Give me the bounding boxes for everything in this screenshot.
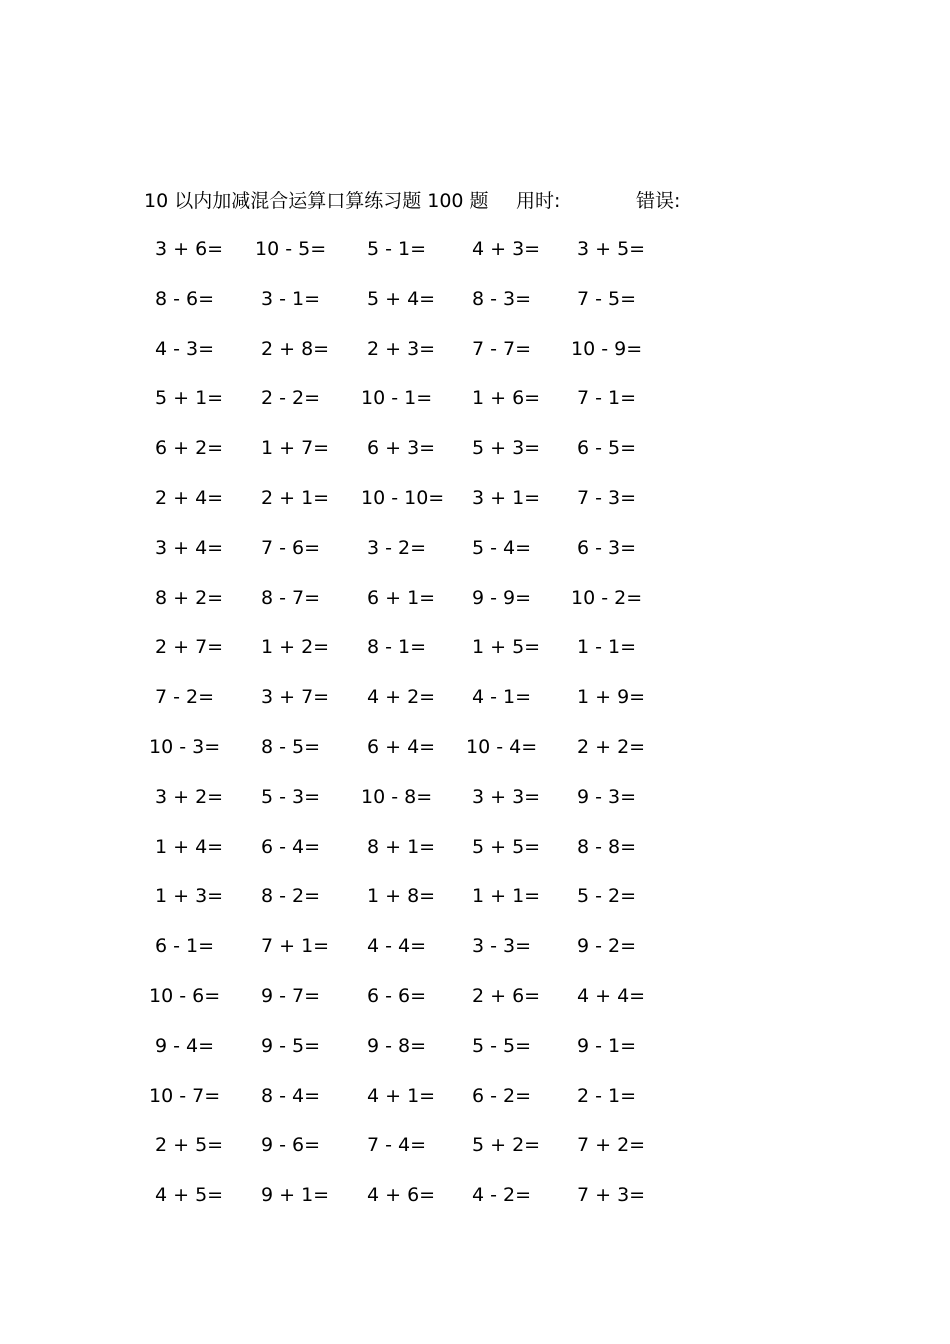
problem-r19-c4: 5 + 2= xyxy=(472,1134,541,1157)
problem-r7-c2: 7 - 6= xyxy=(261,536,321,559)
problem-r8-c4: 9 - 9= xyxy=(472,586,532,609)
problem-r2-c1: 8 - 6= xyxy=(155,287,215,310)
problem-r16-c5: 4 + 4= xyxy=(577,985,646,1007)
problem-r15-c1: 6 - 1= xyxy=(155,935,215,958)
problem-r5-c1: 6 + 2= xyxy=(155,437,224,460)
problem-r2-c3: 5 + 4= xyxy=(367,287,436,310)
problem-r8-c1: 8 + 2= xyxy=(155,586,224,609)
problem-r18-c2: 8 - 4= xyxy=(261,1084,321,1107)
problem-r6-c5: 7 - 3= xyxy=(577,487,637,509)
problem-r6-c2: 2 + 1= xyxy=(261,487,330,509)
problem-r13-c2: 6 - 4= xyxy=(261,835,321,858)
problem-r19-c1: 2 + 5= xyxy=(155,1134,224,1157)
time-label: 用时: xyxy=(516,190,561,212)
problem-r17-c3: 9 - 8= xyxy=(367,1034,427,1057)
problem-r9-c4: 1 + 5= xyxy=(472,636,541,659)
problem-r7-c3: 3 - 2= xyxy=(367,536,427,559)
problem-r19-c5: 7 + 2= xyxy=(577,1134,646,1157)
problem-r5-c3: 6 + 3= xyxy=(367,437,436,460)
problem-r3-c2: 2 + 8= xyxy=(261,337,330,360)
problem-r16-c3: 6 - 6= xyxy=(367,985,427,1007)
problem-r17-c2: 9 - 5= xyxy=(261,1034,321,1057)
problem-r2-c2: 3 - 1= xyxy=(261,287,321,310)
problem-r3-c3: 2 + 3= xyxy=(367,337,436,360)
problem-r10-c5: 1 + 9= xyxy=(577,686,646,709)
problem-r9-c5: 1 - 1= xyxy=(577,636,637,659)
problem-r9-c3: 8 - 1= xyxy=(367,636,427,659)
problem-r12-c2: 5 - 3= xyxy=(261,785,321,808)
problem-r11-c5: 2 + 2= xyxy=(577,736,646,758)
problem-r19-c2: 9 - 6= xyxy=(261,1134,321,1157)
problem-r11-c2: 8 - 5= xyxy=(261,736,321,758)
error-label: 错误: xyxy=(636,190,681,212)
problem-r15-c2: 7 + 1= xyxy=(261,935,330,958)
problem-r15-c5: 9 - 2= xyxy=(577,935,637,958)
problem-r4-c5: 7 - 1= xyxy=(577,387,637,410)
problem-r4-c4: 1 + 6= xyxy=(472,387,541,410)
problem-r8-c2: 8 - 7= xyxy=(261,586,321,609)
problem-r18-c5: 2 - 1= xyxy=(577,1084,637,1107)
problem-r11-c1: 10 - 3= xyxy=(149,736,221,758)
problem-r18-c4: 6 - 2= xyxy=(472,1084,532,1107)
problem-r11-c3: 6 + 4= xyxy=(367,736,436,758)
problem-r5-c5: 6 - 5= xyxy=(577,437,637,460)
problem-r18-c1: 10 - 7= xyxy=(149,1084,221,1107)
problem-r4-c2: 2 - 2= xyxy=(261,387,321,410)
problem-r13-c4: 5 + 5= xyxy=(472,835,541,858)
problem-r13-c1: 1 + 4= xyxy=(155,835,224,858)
problem-r16-c1: 10 - 6= xyxy=(149,985,221,1007)
problem-r14-c2: 8 - 2= xyxy=(261,885,321,908)
problem-r10-c3: 4 + 2= xyxy=(367,686,436,709)
problem-r10-c4: 4 - 1= xyxy=(472,686,532,709)
problem-r8-c5: 10 - 2= xyxy=(571,586,643,609)
problem-r6-c3: 10 - 10= xyxy=(361,487,445,509)
problem-r17-c4: 5 - 5= xyxy=(472,1034,532,1057)
problem-r14-c4: 1 + 1= xyxy=(472,885,541,908)
problem-r17-c1: 9 - 4= xyxy=(155,1034,215,1057)
problem-r3-c4: 7 - 7= xyxy=(472,337,532,360)
problem-r14-c5: 5 - 2= xyxy=(577,885,637,908)
problem-r12-c3: 10 - 8= xyxy=(361,785,433,808)
problem-r12-c1: 3 + 2= xyxy=(155,785,224,808)
problem-r13-c3: 8 + 1= xyxy=(367,835,436,858)
problem-r12-c4: 3 + 3= xyxy=(472,785,541,808)
problem-r14-c1: 1 + 3= xyxy=(155,885,224,908)
problem-r7-c4: 5 - 4= xyxy=(472,536,532,559)
problem-r16-c2: 9 - 7= xyxy=(261,985,321,1007)
problem-r8-c3: 6 + 1= xyxy=(367,586,436,609)
problem-r9-c2: 1 + 2= xyxy=(261,636,330,659)
problem-r6-c4: 3 + 1= xyxy=(472,487,541,509)
problem-r18-c3: 4 + 1= xyxy=(367,1084,436,1107)
problem-r5-c2: 1 + 7= xyxy=(261,437,330,460)
problem-r4-c1: 5 + 1= xyxy=(155,387,224,410)
problem-r7-c1: 3 + 4= xyxy=(155,536,224,559)
problem-r16-c4: 2 + 6= xyxy=(472,985,541,1007)
problem-r15-c4: 3 - 3= xyxy=(472,935,532,958)
problem-r3-c1: 4 - 3= xyxy=(155,337,215,360)
problem-r10-c1: 7 - 2= xyxy=(155,686,215,709)
problem-r11-c4: 10 - 4= xyxy=(466,736,538,758)
problem-r1-c2: 10 - 5= xyxy=(255,238,327,260)
problem-r9-c1: 2 + 7= xyxy=(155,636,224,659)
problem-r17-c5: 9 - 1= xyxy=(577,1034,637,1057)
problem-r20-c5: 7 + 3= xyxy=(577,1184,646,1207)
problem-r14-c3: 1 + 8= xyxy=(367,885,436,908)
problem-r1-c3: 5 - 1= xyxy=(367,238,427,260)
problem-r19-c3: 7 - 4= xyxy=(367,1134,427,1157)
problem-r13-c5: 8 - 8= xyxy=(577,835,637,858)
problem-r2-c4: 8 - 3= xyxy=(472,287,532,310)
problem-r7-c5: 6 - 3= xyxy=(577,536,637,559)
problem-r1-c4: 4 + 3= xyxy=(472,238,541,260)
problem-r4-c3: 10 - 1= xyxy=(361,387,433,410)
problem-r1-c1: 3 + 6= xyxy=(155,238,224,260)
problem-r2-c5: 7 - 5= xyxy=(577,287,637,310)
problem-r20-c1: 4 + 5= xyxy=(155,1184,224,1207)
problem-r6-c1: 2 + 4= xyxy=(155,487,224,509)
worksheet-title: 10 以内加减混合运算口算练习题 100 题 xyxy=(144,190,489,212)
problem-r10-c2: 3 + 7= xyxy=(261,686,330,709)
problem-r5-c4: 5 + 3= xyxy=(472,437,541,460)
problem-r15-c3: 4 - 4= xyxy=(367,935,427,958)
problem-r20-c4: 4 - 2= xyxy=(472,1184,532,1207)
problem-r20-c2: 9 + 1= xyxy=(261,1184,330,1207)
problem-r1-c5: 3 + 5= xyxy=(577,238,646,260)
problem-r20-c3: 4 + 6= xyxy=(367,1184,436,1207)
problem-r3-c5: 10 - 9= xyxy=(571,337,643,360)
problem-r12-c5: 9 - 3= xyxy=(577,785,637,808)
